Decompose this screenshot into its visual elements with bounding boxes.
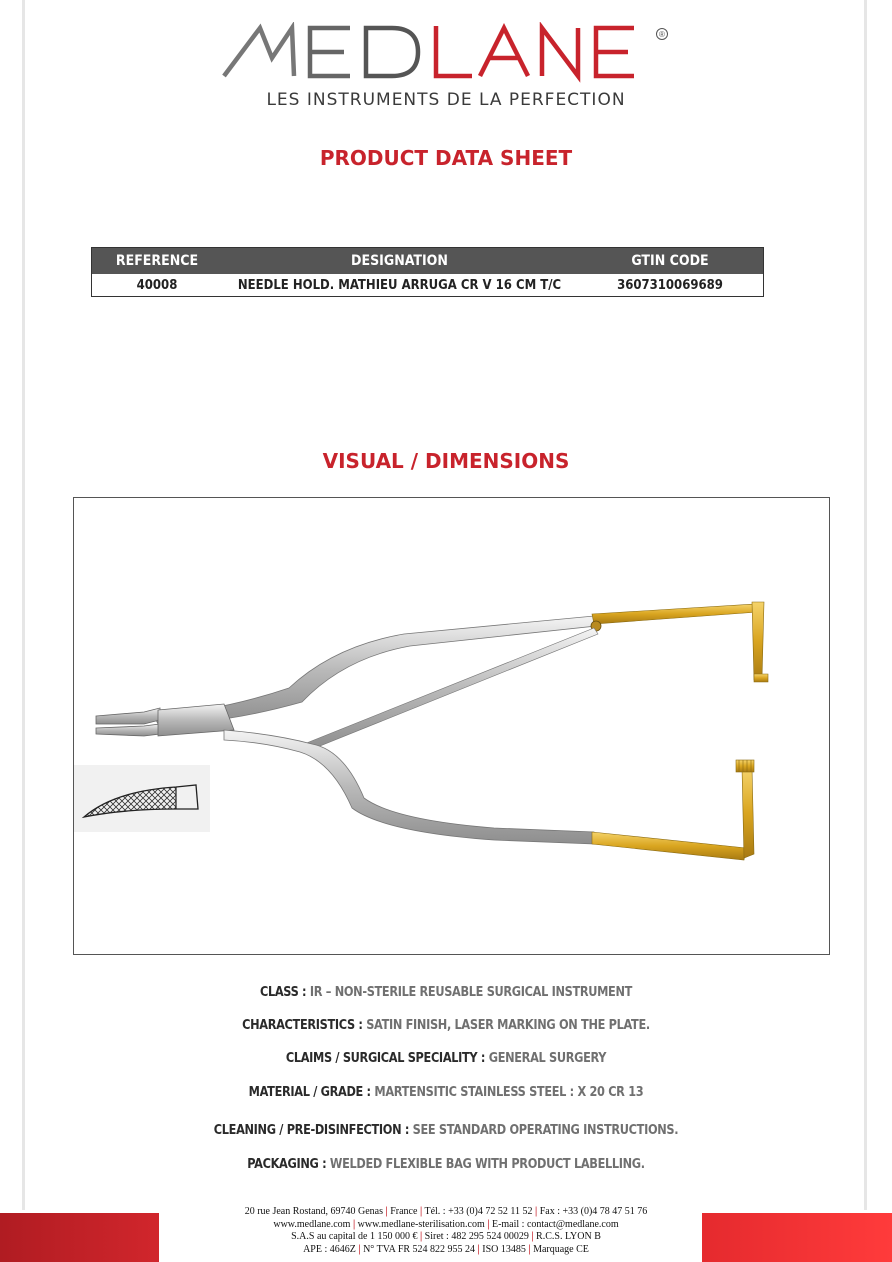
- spec-class: CLASS : IR – NON-STERILE REUSABLE SURGICAL INSTRUMENT: [259, 984, 633, 1000]
- footer-email[interactable]: E-mail : contact@medlane.com: [491, 1218, 619, 1230]
- footer-link-medlane[interactable]: www.medlane.com: [273, 1218, 351, 1230]
- cell-designation: NEEDLE HOLD. MATHIEU ARRUGA CR V 16 CM T/C: [237, 277, 562, 293]
- header-gtin: GTIN CODE: [577, 248, 764, 275]
- footer-link-sterilisation[interactable]: www.medlane-sterilisation.com: [357, 1218, 485, 1230]
- footer-line-4: APE : 4646Z | N° TVA FR 524 822 955 24 | ISO 13485 | Marquage CE: [303, 1243, 589, 1255]
- spec-material: MATERIAL / GRADE : MARTENSITIC STAINLESS STEEL : X 20 CR 13: [248, 1084, 644, 1100]
- header-designation: DESIGNATION: [222, 248, 577, 275]
- table-row: [92, 274, 764, 297]
- spec-cleaning: CLEANING / PRE-DISINFECTION : SEE STANDARD OPERATING INSTRUCTIONS.: [213, 1122, 679, 1138]
- spec-claims: CLAIMS / SURGICAL SPECIALITY : GENERAL SURGERY: [285, 1050, 607, 1066]
- footer: [0, 1206, 892, 1256]
- product-data-sheet-title: PRODUCT DATA SHEET: [319, 146, 573, 170]
- footer-line-2: www.medlane.com | www.medlane-sterilisation.com | E-mail : contact@medlane.com: [273, 1218, 619, 1230]
- footer-line-1: 20 rue Jean Rostand, 69740 Genas | France | Tél. : +33 (0)4 72 52 11 52 | Fax : +33 (0)4 78 47 51 76: [244, 1206, 648, 1217]
- table-header-row: [92, 248, 764, 275]
- header-reference: REFERENCE: [92, 248, 223, 275]
- visual-dimensions-title: VISUAL / DIMENSIONS: [322, 449, 570, 473]
- spec-characteristics: CHARACTERISTICS : SATIN FINISH, LASER MARKING ON THE PLATE.: [242, 1017, 650, 1033]
- medlane-logo: [222, 22, 672, 84]
- registered-mark: ®: [659, 30, 665, 39]
- cell-reference: 40008: [136, 277, 178, 293]
- reference-table: [91, 247, 764, 297]
- specifications: [0, 984, 892, 1186]
- spec-packaging: PACKAGING : WELDED FLEXIBLE BAG WITH PRODUCT LABELLING.: [247, 1156, 645, 1172]
- tagline: LES INSTRUMENTS DE LA PERFECTION: [266, 90, 626, 110]
- needle-holder-image: [74, 498, 829, 954]
- footer-line-3: S.A.S au capital de 1 150 000 € | Siret : 482 295 524 00029 | R.C.S. LYON B: [291, 1231, 601, 1242]
- cell-gtin: 3607310069689: [617, 277, 723, 293]
